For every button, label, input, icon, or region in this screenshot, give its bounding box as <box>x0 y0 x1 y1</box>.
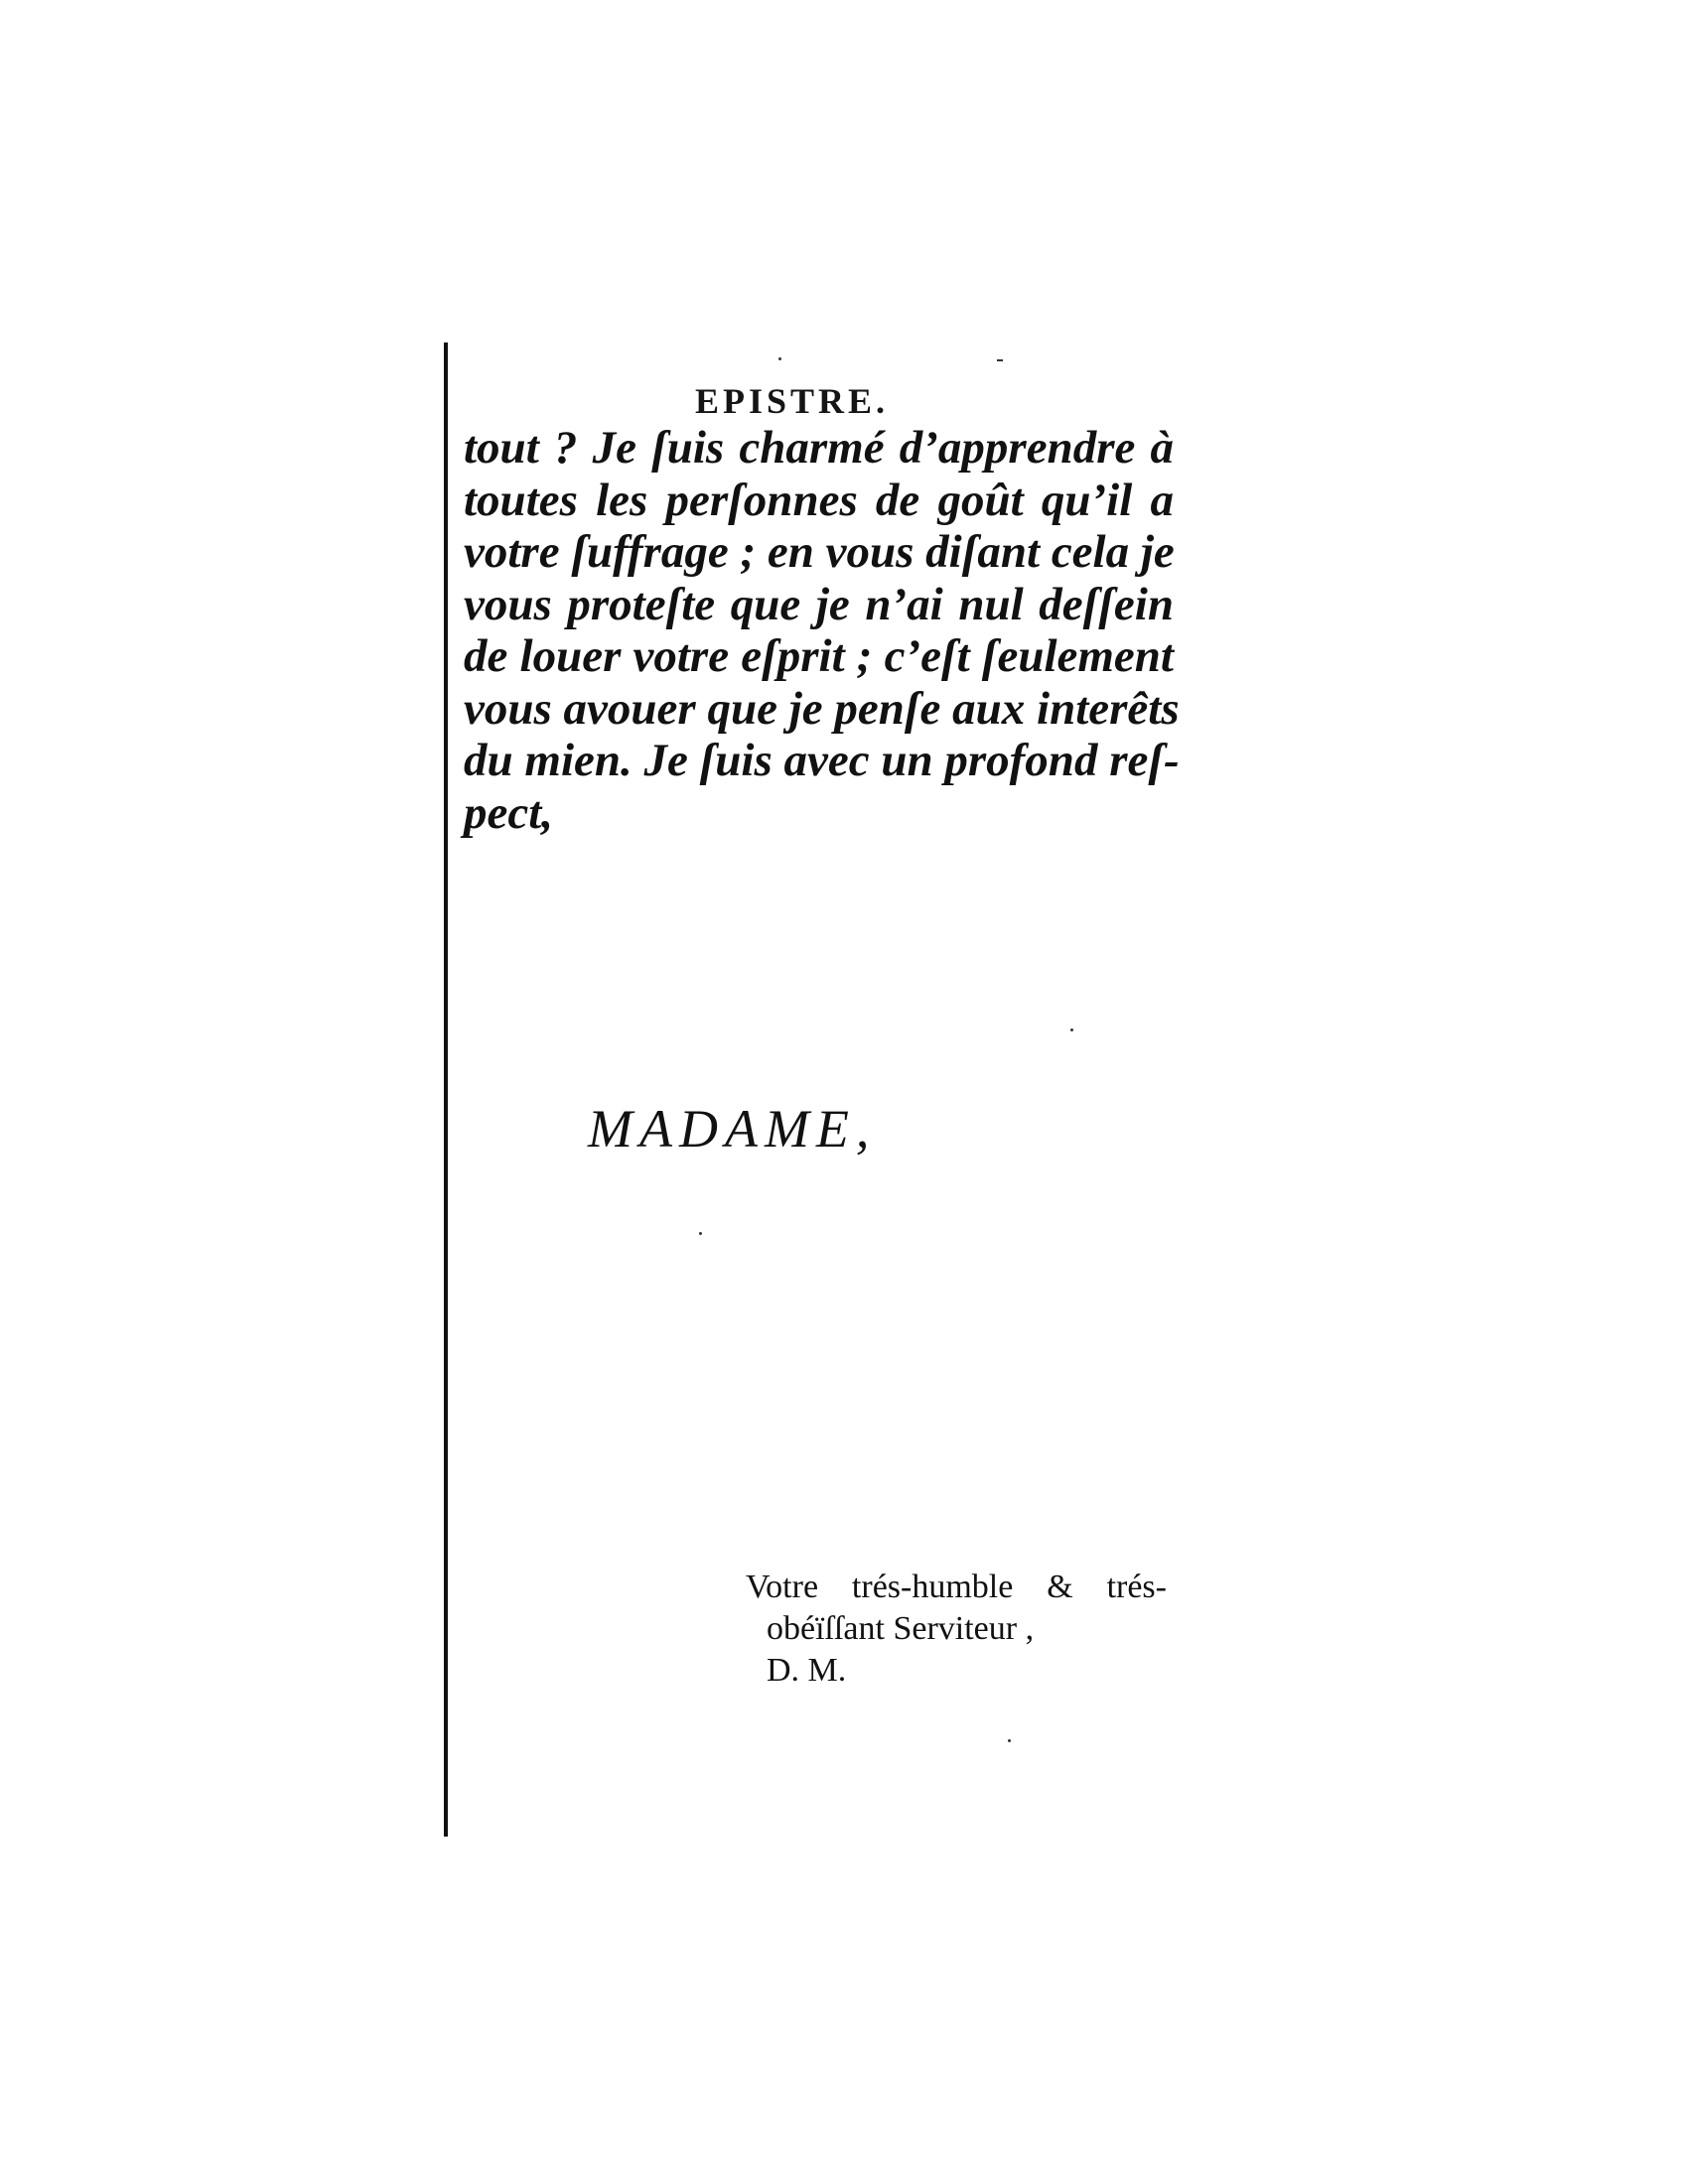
page-edge-rule <box>444 342 448 1837</box>
scan-speck <box>1008 1739 1011 1742</box>
body-line: toutes les perſonnes de goût qu’il a <box>464 474 1174 526</box>
body-line: pect, <box>464 786 554 839</box>
signature-line: Votre trés-humble & trés- <box>746 1569 1167 1605</box>
scan-speck <box>997 359 1003 361</box>
letter-body <box>464 422 1180 839</box>
body-line: votre ſuffrage ; en vous diſant cela je <box>464 526 1175 578</box>
signature-block <box>746 1567 1173 1692</box>
signature-line: obéïſſant Serviteur , <box>767 1610 1035 1647</box>
scan-speck <box>1070 1028 1073 1031</box>
scan-speck <box>699 1232 702 1235</box>
body-line: de louer votre eſprit ; c’eſt ſeulement <box>464 630 1174 682</box>
salutation: MADAME, <box>588 1099 877 1159</box>
scan-speck <box>778 357 781 360</box>
signature-name: D. M. <box>767 1652 847 1689</box>
body-line: vous proteſte que je n’ai nul deſſein <box>464 578 1174 630</box>
body-line: vous avouer que je penſe aux interêts <box>464 682 1180 735</box>
running-head: EPISTRE. <box>695 381 890 421</box>
body-line: tout ? Je ſuis charmé d’apprendre à <box>464 422 1174 474</box>
body-line: du mien. Je ſuis avec un profond reſ- <box>464 735 1180 786</box>
